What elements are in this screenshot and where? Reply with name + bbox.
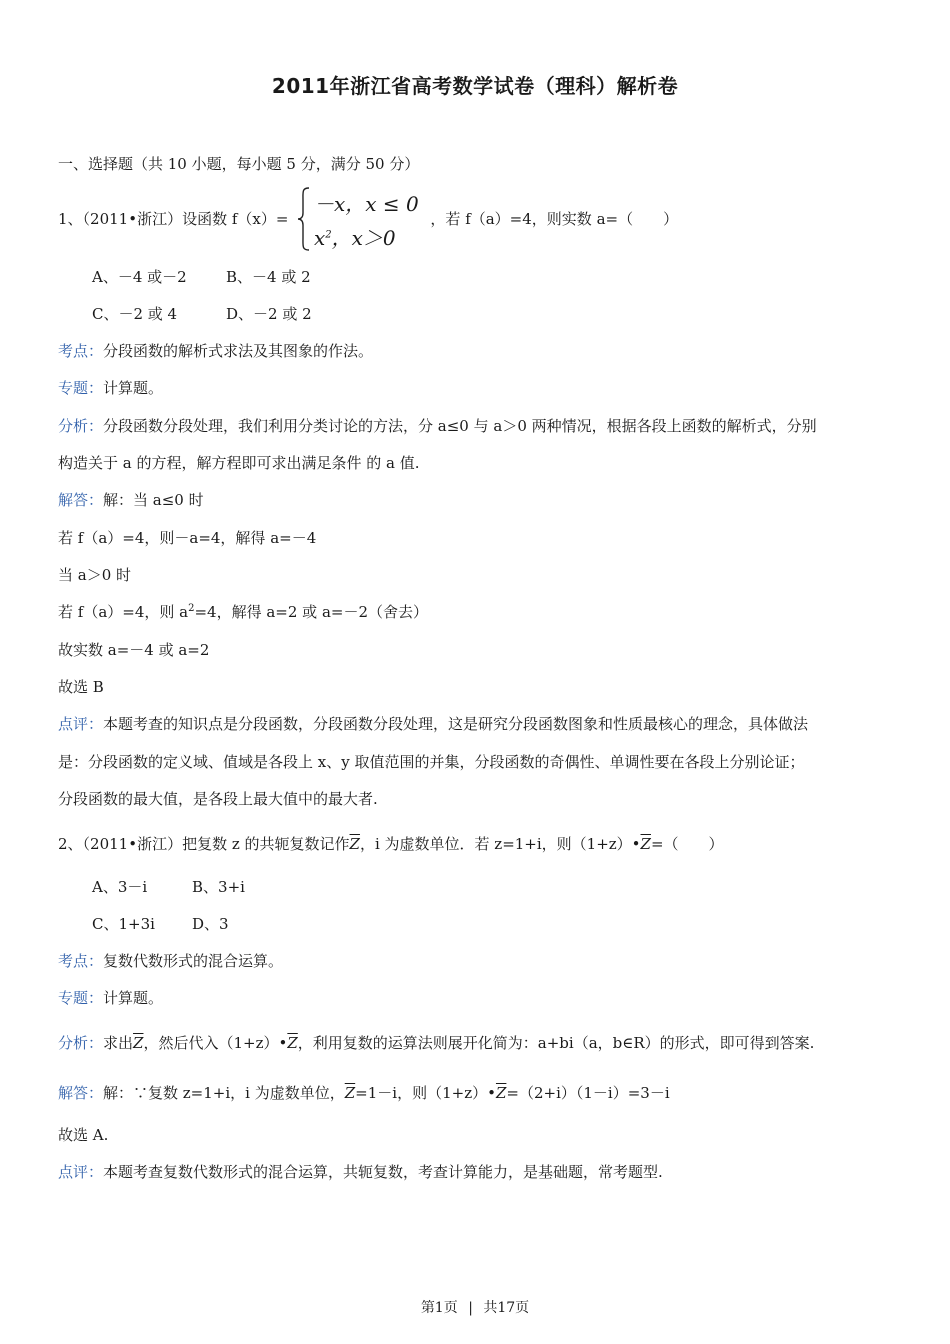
q1-dianping: 点评：本题考查的知识点是分段函数，分段函数分段处理，这是研究分段函数图象和性质最核心的理念，具体做法 [58,715,809,733]
q1-stem-post: ，若 f（a）=4，则实数 a=（ ） [430,210,679,228]
q1-jieda-6: 故选 B [58,678,104,696]
q1-zhuanti: 专题：计算题。 [58,379,164,397]
q2-option-a[interactable]: A、3－i [92,878,148,896]
kaodian-label: 考点： [58,342,104,360]
q2-jieda-2: 故选 A. [58,1126,109,1144]
q2-option-d[interactable]: D、3 [192,915,229,933]
q2-stem: 2、（2011•浙江）把复数 z 的共轭复数记作$\overline{Z}$，i 为虚数单位．若 z=1+i，则$(1+z)•\overline{Z}=$（ ） [58,835,724,853]
q1-kaodian: 考点：分段函数的解析式求法及其图象的作法。 [58,342,374,360]
q1-fenxi: 分析：分段函数分段处理，我们利用分类讨论的方法，分 a≤0 与 a＞0 两种情况，根据各段上函数的解析式，分别 [58,417,817,435]
q1-options-row-2 [92,304,312,324]
q1-option-d[interactable]: D、－2 或 2 [226,305,312,323]
q1-dianping-2: 是：分段函数的定义域、值域是各段上 x、y 取值范围的并集，分段函数的奇偶性、单调性要在各段上分别论证； [58,753,805,771]
q2-option-c[interactable]: C、1+3i [92,915,155,933]
q2-jieda: 解答：解：∵复数 z=1+i，i 为虚数单位，$\overline{Z}=1-i$，则$(1+z)•\overline{Z}=(2+i)(1-i)=3-i$ [58,1084,670,1102]
q2-fenxi: 分析：求出$\overline{Z}$，然后代入$(1+z)•\overline{Z}$，利用复数的运算法则展开化简为：a+bi（a，b∈R）的形式，即可得到答案. [58,1034,815,1052]
z-conjugate: $\overline{Z}$ [640,835,651,853]
q1-jieda-3: 当 a＞0 时 [58,566,132,584]
jieda-label: 解答： [58,1084,104,1102]
q2-dianping: 点评：本题考查复数代数形式的混合运算，共轭复数，考查计算能力，是基础题，常考题型. [58,1163,663,1181]
q2-option-b[interactable]: B、3+i [192,878,245,896]
q1-case-1: －x，x ≤ 0 [314,192,419,216]
dianping-label: 点评： [58,1163,104,1181]
dianping-label: 点评： [58,715,104,733]
footer-separator: | [468,1300,473,1316]
q2-zhuanti: 专题：计算题。 [58,989,164,1007]
z-conjugate: $\overline{Z}$ [495,1084,507,1102]
q1-case-2: $x^2$，x＞0 [314,226,396,250]
zhuanti-label: 专题： [58,379,104,397]
z-conjugate: $\overline{Z}$ [287,1034,298,1052]
page-total: 共17页 [483,1300,530,1316]
q2-kaodian: 考点：复数代数形式的混合运算。 [58,952,284,970]
zhuanti-label: 专题： [58,989,104,1007]
kaodian-label: 考点： [58,952,104,970]
q2-options-row-2 [92,914,229,934]
z-conjugate: $\overline{Z}$ [344,1084,356,1102]
z-conjugate: $\overline{Z}$ [349,835,360,853]
q1-stem-pre: 1、（2011•浙江）设函数 f（x）= [58,210,289,228]
fenxi-label: 分析： [58,417,104,435]
q1-jieda-5: 故实数 a=－4 或 a=2 [58,641,210,659]
left-brace-icon [296,186,312,252]
q1-dianping-3: 分段函数的最大值，是各段上最大值中的最大者. [58,790,378,808]
paper-title: 2011年浙江省高考数学试卷（理科）解析卷 [271,74,679,98]
fenxi-label: 分析： [58,1034,104,1052]
q1-option-b[interactable]: B、－4 或 2 [226,268,311,286]
q1-jieda: 解答：解：当 a≤0 时 [58,491,204,509]
q2-options-row-1 [92,877,245,897]
q1-jieda-4: 若 f（a）=4，则 $a^2=4$，解得 a=2 或 a=－2（舍去） [58,603,428,621]
q1-options-row-1 [92,267,311,287]
q1-piecewise-function [296,186,426,252]
q1-option-c[interactable]: C、－2 或 4 [92,305,178,323]
q1-option-a[interactable]: A、－4 或－2 [92,268,187,286]
page-footer [0,1297,950,1317]
q1-jieda-2: 若 f（a）=4，则－a=4，解得 a=－4 [58,529,317,547]
z-conjugate: $\overline{Z}$ [133,1034,144,1052]
page-number: 第1页 [420,1300,458,1316]
q1-fenxi-cont: 构造关于 a 的方程，解方程即可求出满足条件 的 a 值. [58,454,420,472]
jieda-label: 解答： [58,491,104,509]
section-heading: 一、选择题（共 10 小题，每小题 5 分，满分 50 分） [58,155,420,173]
